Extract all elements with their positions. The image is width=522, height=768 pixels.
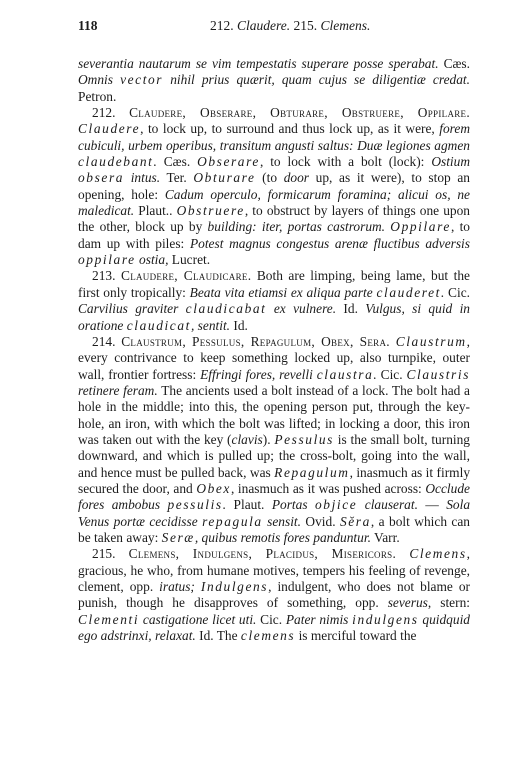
body-text: is merciful toward the xyxy=(295,628,417,644)
headword-text: clauderet xyxy=(376,284,441,300)
italic-text: ex vulnere. xyxy=(266,301,337,317)
italic-text: nihil prius quærit, quam cujus se diligentiæ credat. xyxy=(163,72,470,88)
italic-text: , quibus remotis fores panduntur. xyxy=(194,529,371,545)
body-text: Ovid. xyxy=(301,513,340,529)
italic-text: clauserat. xyxy=(357,497,418,513)
headword-text: Seræ xyxy=(161,529,195,545)
body-text: Id. xyxy=(336,301,366,317)
entry-heading: Claudere, Claudicare. xyxy=(120,268,252,284)
italic-text: forem cubiculi, urbem operibus, transitum angusti saltus: Duæ legiones agmen xyxy=(78,121,470,153)
body-text xyxy=(396,546,409,561)
body-text: , inasmuch as it firmly secured the door, and xyxy=(78,464,471,496)
italic-text: Beata vita etiamsi ex aliqua parte xyxy=(189,284,377,300)
italic-text: Portas xyxy=(271,497,315,513)
body-text: Cic. xyxy=(376,366,407,382)
headword-text: claustra xyxy=(316,366,374,382)
headword-text: Obstruere xyxy=(176,203,245,219)
italic-text: iratus; xyxy=(159,579,201,594)
italic-text: . xyxy=(440,284,445,300)
headword-text: Obex xyxy=(196,480,231,496)
headword-text: Oppilare xyxy=(390,219,451,235)
running-title-right-word: Clemens. xyxy=(320,18,371,33)
italic-text: . xyxy=(222,497,227,513)
headword-text: Obturare xyxy=(193,170,256,186)
body-text: , stern: xyxy=(427,595,470,611)
headword-text: Sĕra xyxy=(339,513,371,529)
headword-text: claudicabat xyxy=(185,301,267,317)
headword-text: oppilare xyxy=(78,252,136,268)
italic-text: Effringi fores, revelli xyxy=(200,366,317,382)
italic-text: Cadum operculo, formicarum foramina; alicui os, ne maledicat. xyxy=(78,186,470,219)
body-text: Cic. xyxy=(256,611,286,627)
italic-text: door xyxy=(283,170,310,186)
body-text: (to xyxy=(255,170,284,186)
body-text: , to dam up with piles: xyxy=(78,219,470,251)
italic-text: Sola Venus portæ cecidisse xyxy=(78,497,471,529)
running-title xyxy=(210,16,370,36)
body-text: up, as it were), to stop an opening, hole: xyxy=(78,170,470,202)
paragraph-entry-212 xyxy=(78,105,470,268)
headword-text: claudicat xyxy=(126,317,191,333)
italic-text: Ostium xyxy=(431,154,471,170)
body-text: Petron. xyxy=(78,88,117,104)
body-text: Plaut. xyxy=(226,497,272,513)
body-text: — xyxy=(417,497,447,513)
body-text: Lucret. xyxy=(168,252,211,268)
headword-text: claudebant xyxy=(78,154,154,170)
running-title-right-entry: 215. xyxy=(293,18,318,33)
running-title-left-entry: 212. xyxy=(210,18,234,33)
headword-text: Claudere xyxy=(78,121,141,137)
headword-text: pessulis xyxy=(167,497,223,513)
running-title-left-word: Claudere. xyxy=(237,18,291,33)
italic-text: Occlude fores ambobus xyxy=(78,480,470,513)
body-text: ). xyxy=(262,431,275,447)
italic-text: Omnis xyxy=(78,72,121,88)
body-text: Id. The xyxy=(195,628,241,644)
italic-text: intus. xyxy=(124,170,161,186)
body-text: , inasmuch as it was pushed across: xyxy=(230,480,426,496)
headword-text: Claustris xyxy=(406,366,471,382)
body-text: Varr. xyxy=(370,529,400,545)
body-text: Cic. xyxy=(444,284,470,300)
headword-text: objice xyxy=(315,497,358,513)
italic-text: sensit. xyxy=(262,513,301,529)
body-text: The ancients used a bolt instead of a lock. The bolt had a hole in the middle; into this, the opening person put, through the key-hole, an iron, with which the bolt was lifted; in locking a door, this iron was taken out with the key ( xyxy=(78,382,470,447)
italic-text: Pater nimis xyxy=(285,611,353,627)
italic-text: . xyxy=(373,366,377,382)
body-text: Ter. xyxy=(160,170,194,186)
headword-text: Repagulum xyxy=(274,464,350,480)
entry-heading: Claudere, Obserare, Obturare, Obstruere, Oppilare. xyxy=(129,105,470,121)
body-text: 213. xyxy=(92,268,121,284)
body-text: , to obstruct by layers of things one upon the other, block up by xyxy=(78,203,470,235)
entry-heading: Clemens, Indulgens, Placidus, Misericors. xyxy=(128,546,397,562)
body-text: Id. xyxy=(230,317,248,333)
body-text: , every contrivance to keep something locked up, also turnpike, outer wall, frontier fortress: xyxy=(78,333,470,382)
body-text: Cæs. xyxy=(438,56,470,71)
body-text: is the small bolt, turning downward, and which is pulled up; the cross-bolt, going into the wall, and hence must be pulled back, was xyxy=(78,431,471,480)
italic-text: Vulgus, si quid in oratione xyxy=(78,301,470,333)
italic-text: castigatione licet uti. xyxy=(139,611,257,627)
italic-text: quidquid ego adstrinxi, relaxat. xyxy=(78,611,470,644)
italic-text: clavis xyxy=(231,431,263,447)
italic-text: retinere feram. xyxy=(78,382,158,398)
headword-text: Obserare xyxy=(197,154,260,170)
headword-text: indulgens xyxy=(352,611,419,627)
body-text: 212. xyxy=(92,105,130,121)
paragraph-continuation xyxy=(78,56,470,105)
body-text: Both are limping, being lame, but the first only tropically: xyxy=(78,268,470,300)
body-text: 214. xyxy=(92,333,122,349)
italic-text: severantia nautarum se vim tempestatis superare posse sperabat. xyxy=(78,56,439,71)
body-text: , indulgent, who does not blame or punish, though he disapproves of something, opp. xyxy=(78,579,470,611)
page-body xyxy=(78,56,470,644)
page-number: 118 xyxy=(78,18,98,33)
italic-text: building: iter, portas castrorum. xyxy=(207,219,386,235)
headword-text: clemens xyxy=(240,628,296,644)
paragraph-entry-215 xyxy=(78,546,470,644)
paragraph-entry-213 xyxy=(78,268,470,333)
headword-text: Pessulus xyxy=(274,431,334,447)
body-text: 215. xyxy=(92,546,129,562)
body-text: Plaut.. xyxy=(134,203,177,219)
body-text: , a bolt which can be taken away: xyxy=(78,513,471,545)
body-text: , gracious, he who, from humane motives, tempers his feeling of revenge, clement, opp. xyxy=(78,546,470,594)
body-text: , to lock with a bolt (lock): xyxy=(259,154,432,170)
running-header xyxy=(78,16,470,36)
entry-heading: Claustrum, Pessulus, Repagulum, Obex, Sera. xyxy=(121,333,390,349)
headword-text: Clemens xyxy=(409,546,467,562)
headword-text: Clementi xyxy=(78,611,140,627)
body-text: , to lock up, to surround and thus lock up, as it were, xyxy=(140,121,440,137)
italic-text: , sentit. xyxy=(190,317,231,333)
italic-text: . xyxy=(153,154,157,170)
italic-text: ostia, xyxy=(135,252,169,268)
italic-text: Carvilius graviter xyxy=(78,301,186,317)
headword-text: obsera xyxy=(78,170,125,186)
italic-text: Potest magnus congestus arenæ fluctibus adversis xyxy=(189,235,470,251)
italic-text: severus xyxy=(387,595,428,611)
paragraph-entry-214 xyxy=(78,334,470,546)
headword-text: vector xyxy=(120,72,164,88)
headword-text: Claustrum xyxy=(395,333,467,349)
headword-text: repagula xyxy=(202,513,263,529)
headword-text: Indulgens xyxy=(200,579,269,594)
document-page xyxy=(78,16,470,644)
body-text: Cæs. xyxy=(156,154,198,170)
